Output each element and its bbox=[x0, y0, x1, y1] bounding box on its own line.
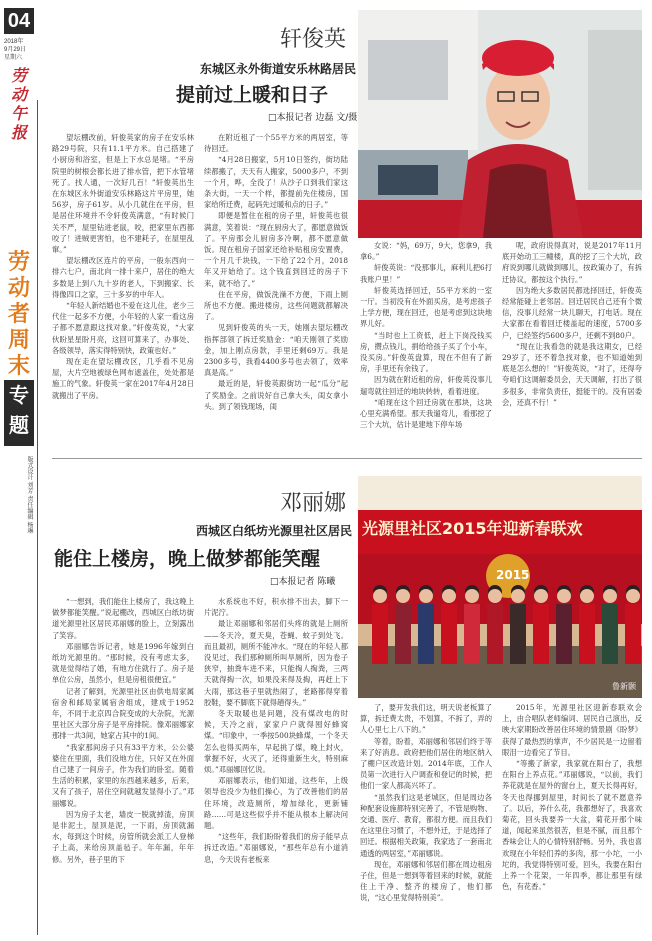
performer-figure bbox=[579, 585, 595, 664]
article-subtitle: 东城区永外街道安乐林路居民 bbox=[200, 62, 357, 76]
article2-column-1: “一想到，我们能住上楼房了，我这晚上做梦都能笑醒。”说起棚改，西城区白纸坊街道光源里社区居民邓丽娜的脸上，立刻露出了笑容。 邓丽娜告诉记者，她是1996年嫁到白纸坊光源里的。“那时候，没有考虑太多，就是觉得结了婚，有地方住就行了。房子是单位公房，虽然小，但是房租很便宜。” 记者了解到，光源里社区由供电局家属宿舍和邮局家属宿舍组成，建成于1952年，不同于北京四合院变成的大杂院，光源里社区大部分房子是平房排院。像邓丽娜家那排一共3间，她家占其中的1间。 “我家那间房子只有33平方米，公公婆婆住在里面，我们没地方住，只好又在外面自己建了一间房子，作为我们的卧室。随着生活的积累，家里的东西越来越多，后来，又有了孩子，居住空间就越发显得小了。”邓丽娜说。 因为房子太老，墙皮一脱就掉渣，房顶是非泥土，屋顶是泥，一下雨，房顶就漏水，每到这个时候，房管所就会派工人登梯子上高，来给房顶盖毡子。年年漏，年年修。另外，巷子里的下 bbox=[52, 597, 194, 864]
page-number: 04 bbox=[4, 8, 34, 34]
article1-column-2: 在附近租了一个55平方米的两居室，等待回迁。 “4月28日搬家，5月10日签约，街坊陆续都搬了，天天有人搬家，5000多户，不到一个月，哗，全没了！从沙子口到我们家这条大街，一天一个样，都提前先住楼房，国家给所迁费，起码先过暖和点的日子。” 即便是暂住在租的房子里，轩俊英也很满意，笑着说：“现在厨房大了，都愿意做饭了。平房那会儿厨房多冷啊，都不愿意做饭。现在租房子国家还给补贴租房安置费，一个月几千块钱，一下给了22个月，2018年又开始给了。这个钱直到回迁的房子下来，就不给了。” 住在平房，做饭洗澡不方便，下雨上厕所也不方便。搬进楼房，这些问题就都解决了。 见到轩俊英的头一天，她刚去望坛棚改指挥部领了拆迁奖励金：“咱天刚领了奖励金，加上刚点房款，手里还剩69万。我是2300多号，我看4400多号也去领了，效率真是高。” 最近的是，轩俊英跟街坊一起“瓜分”起了奖励金。之前说好自己拿大头，闺女拿小头。到了领钱现场，闺 bbox=[204, 133, 348, 411]
article-byline: □本报记者 陈曦 bbox=[270, 577, 336, 587]
article-headline: 提前过上暖和日子 bbox=[176, 84, 329, 106]
event-photo bbox=[358, 476, 642, 698]
article-headline: 能住上楼房，晚上做梦都能笑醒 bbox=[54, 548, 321, 570]
banner-text: 光源里社区2015年迎新春联欢 bbox=[362, 519, 583, 538]
performer-figure bbox=[441, 585, 457, 664]
performer-figure bbox=[625, 585, 641, 664]
sidebar-divider bbox=[37, 100, 38, 935]
performer-figure bbox=[533, 585, 549, 664]
performer-figure bbox=[602, 585, 618, 664]
person-name: 轩俊英 bbox=[280, 27, 347, 52]
article2-column-2: 水系统也不好，积水排不出去，脚下一片泥泞。 最让邓丽娜和邻居们头疼的就是上厕所——冬天冷，夏天臭，苍蝇、蚊子到处飞。而且最初，厕所不能冲水。“现在的年轻人都没见过，我们那种厕所叫旱厕所，因为卷子狭窄，抽粪车进不来，只能掏人掏粪，三两天就得掏一次，如果没来得及掏，再赶上下大雨，那这巷子里就热闹了，老路都得穿着胶鞋，要不脚底下就得趟得头。” 冬天取暖也是问题，没有煤改电的时候，天冷之前，家家户户就得囤好蜂窝煤。“印象中，一季按500块蜂煤，一个冬天怎么也得买两车，早起挑了煤，晚上封火，掌握不好，火灭了，还得重新生火，特别麻烦。”邓丽娜回忆说。 邓丽娜表示，他们知道，这些年，上级领导也没少为他们操心，为了改善他们的居住环境，改造厕所，增加绿化，更新铺路……可是这些似乎并不能从根本上解决问题。 “这些年，我们盼盼着我们的房子能早点拆迁改造。”邓丽娜说，“那些年总有小道消息，今天说有老板来 bbox=[204, 597, 348, 864]
performer-figure bbox=[418, 585, 434, 664]
date-year: 2018年 bbox=[4, 39, 24, 45]
banner-year: 2015 bbox=[496, 568, 530, 582]
performer-figure bbox=[372, 585, 388, 664]
performer-figure bbox=[556, 585, 572, 664]
portrait-photo bbox=[358, 10, 642, 238]
section-title: 劳 动 者 周 末 bbox=[7, 250, 30, 379]
date-weekday: 星期六 bbox=[4, 55, 23, 61]
performers bbox=[358, 476, 642, 698]
performer-figure bbox=[395, 585, 411, 664]
person-name: 邓丽娜 bbox=[280, 491, 347, 516]
performer-figure bbox=[487, 585, 503, 664]
article1-column-4: 呢，政府说得真对，说是2017年11月底开始动工三幢楼，真的挖了三个大坑，政府说到哪儿就做到哪儿，按政策办了，有拆迁协议，都按这个执行。” 因为绝大多数居民都选择回迁，轩俊英经常能碰上老邻居。回迁居民自己还有个微信，没事儿经常一块儿聊天，打电话。现在大家都在看着回迁楼盖起的速度，5700多户，已经签约5600多户，还剩不到80户。 “现在让我看急的就是我这期女，已经29岁了，还不着急找对象，也不知道她到底是怎么想的！”轩俊英说，“对了，还得夸夸咱们这调解委员会，天天调解，打出了很多很多，非常负责任，挺能干的。没有居委会，还真不行！” bbox=[502, 241, 642, 407]
issue-date bbox=[4, 38, 38, 62]
section-divider bbox=[52, 458, 642, 459]
performer-figure bbox=[464, 585, 480, 664]
article-byline: □本报记者 边磊 文/摄 bbox=[268, 113, 358, 123]
topic-badge: 专 题 bbox=[4, 380, 34, 446]
article1-column-1: 望坛棚改前，轩俊英家的房子在安乐林路29号院，只有11.1平方米。自己搭建了小厨房和浴室，但是上下水总是堵。“平房院里的树根会都长进了排水管，把下水管堵死了。找人通，一次好几百！”轩俊英出生在东城区永外街道安乐林路这片平房里，她56岁，房子61岁。从小几就住在平房，但是居住环境并不令轩俊英满意，“有时候门关不严，屋里钻进老鼠，咬，把家里东西都咬了！进贼更害怕，也不建耗子，在屋里乱窜。” 望坛棚改区连片的平房，一般东西向一排六七户，南北向一排十来户，居住的绝大多数是上到八九十岁的老人，下到搬家、长得像四口之家，三十多岁的中年人。 “年轻人新结婚也不爱在这儿住，老少三代住一起多不方便，小年轻的人家一看这房子都不愿意跟这找对象。”轩俊英说，“大家伙盼星星盼月亮，这回可算来了，办事处、各级领导，落实得特别快，政策也好。” 现在走在望坛棚改区，几乎看不见房屋，大片空地被绿色网布遮盖住，处处都是施工的气象。轩俊英一家在2017年4月28日就搬出了平房。 bbox=[52, 133, 194, 400]
article1-column-3: 女说：“妈，69万，9大，您拿9，我拿6。” 轩俊英说：“没那事儿，麻利儿把6打我账户里！” 轩俊英选择回迁，55平方米的一室一厅。当初没有在外面买房，是考虑孩子上学方便，现在回迁，也是考虑到这块地界儿好。 “当时也上工资低，赶上下岗没钱买房，攒点钱儿，捐给给孩子买了个小车，没买房。”轩俊英盘算，现在不但有了新房，手里还有余钱了。 因为就在附近租的房，轩俊英没事儿遛弯就往回迁的地块转转，看着进度。 “咱现在这个回迁房就在那块，这块心里充满希望。那天我遛弯儿，看那挖了三个大坑，估计是建地下停车场 bbox=[360, 241, 492, 430]
article2-column-3: 了，要开发我们这，明天说老板算了算，拆迁费太贵，不划算，不拆了，弄的人心里七上八下的。” 等着，盼着，邓丽娜和邻居们终于等来了好消息。政府把他们居住的地区纳入了棚户区改造计划。2014年底，工作人员第一次进行入户调查和登记的时候，把他们一家人都高兴坏了。 “虽然我们这是老城区，但是周边各种配套设施都特别完善了，不管是购物、交通、医疗、教育，都很方便。而且我们在这里住习惯了，不想外迁，于是选择了回迁。根据相关政策，我家选了一套南北通透的两居室，”邓丽娜说。 现在，邓丽娜和邻居们都在周边租房子住，但是一想到等着回来的时候，就能住上干净、整齐的楼房了，他们都说，“这心里觉得特别美”。 bbox=[360, 703, 492, 903]
page-credits: 版式设计 刘芳 责任编辑 杨琳 bbox=[26, 456, 33, 534]
portrait-illustration bbox=[358, 10, 642, 238]
performers-illustration bbox=[358, 476, 642, 698]
article-subtitle: 西城区白纸坊光源里社区居民 bbox=[196, 524, 353, 538]
performer-figure bbox=[510, 585, 526, 664]
newspaper-logo: 劳 动 午 报 bbox=[10, 66, 27, 142]
article2-column-4: 2015年，光源里社区迎新春联欢会上，由合唱队老师编词、居民自己演出，反映大家期盼改善居住环境的情景剧《盼梦》获得了最热烈的掌声，不少居民是一边留着眼泪一边看完了节目。 “等搬了新家，我家就在阳台了，我想在阳台上养点花。”邓丽娜说，“以前，我们养花就是在屋外的窗台上，夏天长得再好，冬天也得挪到屋里，时间长了就不愿意养了。以后，养什么花，我都想好了，我喜欢菊花，回头我要养一大盆，菊花开那个味道，闻起来虽然很苦，但是不腻，而且那个香味会让人的心情特别舒畅。另外，我也喜欢现在小年轻们养的多肉，那一小坨，一小坨的，我觉得特别可爱，回头，我要在阳台上养一个花架，一年四季，都让那里有绿色，有花香。” bbox=[502, 703, 642, 892]
photo-credit: 鲁新颢 bbox=[612, 682, 636, 691]
date-day: 9月29日 bbox=[4, 47, 27, 53]
